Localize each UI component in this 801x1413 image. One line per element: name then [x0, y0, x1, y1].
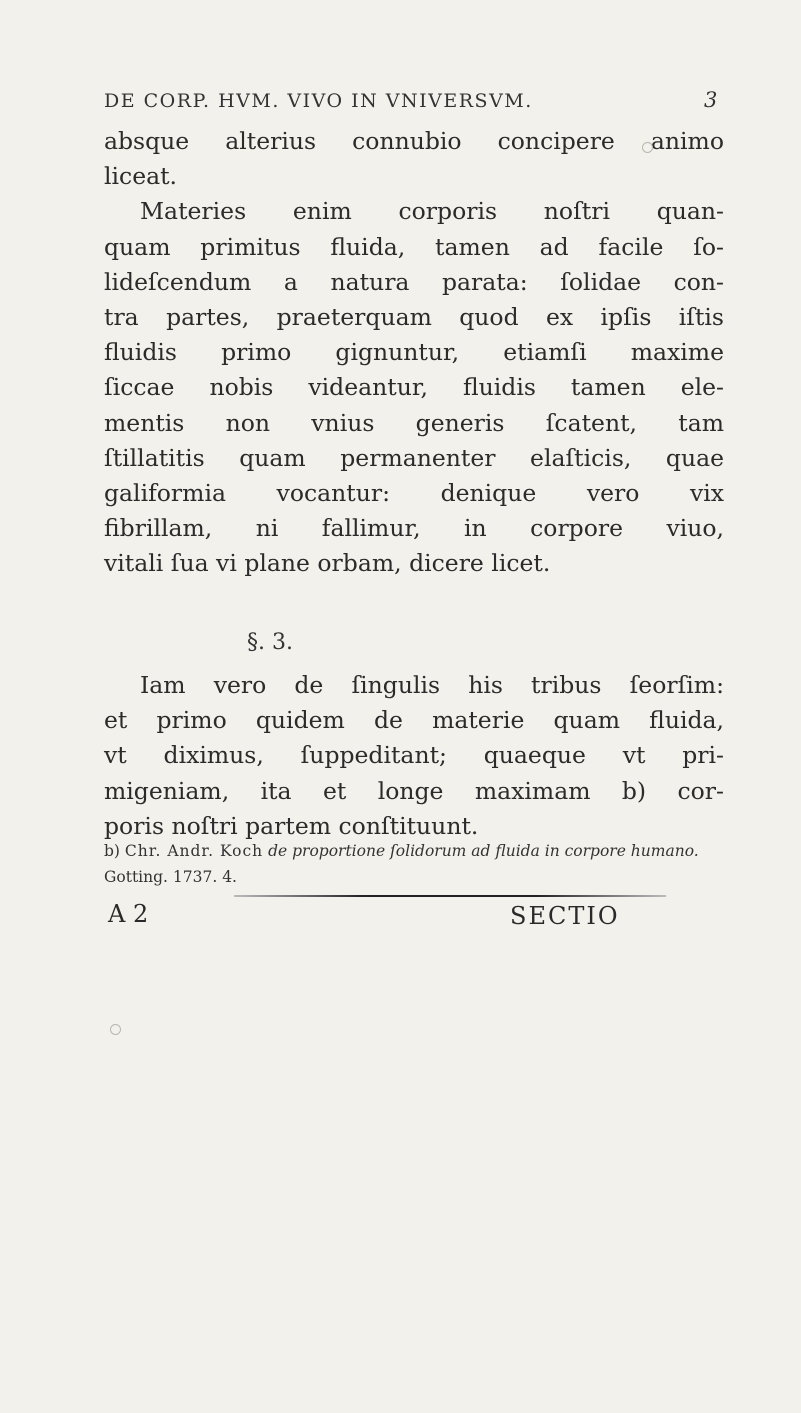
running-head [104, 88, 719, 112]
running-title: DE CORP. HVM. VIVO IN VNIVERSVM. [104, 90, 533, 112]
text-line: Materies enim corporis noſtri quan- [140, 197, 724, 226]
text-line: fibrillam, ni fallimur, in corpore viuo, [104, 514, 724, 543]
text-line: fluidis primo gignuntur, etiamſi maxime [104, 338, 724, 367]
footnote-author: Chr. Andr. Koch [124, 842, 264, 860]
faint-circle-mark [642, 142, 653, 153]
text-line: liceat. [104, 162, 178, 191]
text-line: quam primitus fluida, tamen ad facile ſo- [104, 232, 724, 261]
text-line: lideſcendum a natura parata: ſolidae con- [104, 267, 724, 296]
text-line: poris noſtri partem conſtituunt. [104, 811, 479, 840]
text-line: et primo quidem de materie quam fluida, [104, 706, 724, 735]
paragraph-2 [104, 668, 724, 844]
paragraph-1 [104, 124, 724, 582]
text-line: mentis non vnius generis ſcatent, tam [104, 408, 724, 437]
text-line: vt diximus, ſuppeditant; quaeque vt pri- [104, 741, 724, 770]
footnote [104, 838, 724, 890]
footnote-marker: b) [104, 842, 120, 860]
footnote-title: de proportione ſolidorum ad fluida in corpore humano. [268, 842, 699, 860]
text-line: vitali ſua vi plane orbam, dicere licet. [104, 549, 551, 578]
catchword: SECTIO [510, 902, 620, 930]
page-number: 3 [704, 88, 719, 112]
text-line: tra partes, praeterquam quod ex ipſis iſtis [104, 303, 724, 332]
section-heading: §. 3. [247, 630, 293, 655]
faint-circle-mark [110, 1024, 121, 1035]
footnote-imprint: Gotting. 1737. 4. [104, 868, 237, 886]
text-line: ſiccae nobis videantur, fluidis tamen ele- [104, 373, 724, 402]
text-line: migeniam, ita et longe maximam b) cor- [104, 776, 724, 805]
text-line: ſtillatitis quam permanenter elaſticis, quae [104, 443, 724, 472]
text-line: galiformia vocantur: denique vero vix [104, 479, 724, 508]
text-line: absque alterius connubio concipere animo [104, 127, 724, 155]
footer-rule [234, 895, 666, 897]
text-line: Iam vero de ſingulis his tribus ſeorſim: [140, 671, 724, 699]
signature-mark: A 2 [108, 900, 149, 928]
